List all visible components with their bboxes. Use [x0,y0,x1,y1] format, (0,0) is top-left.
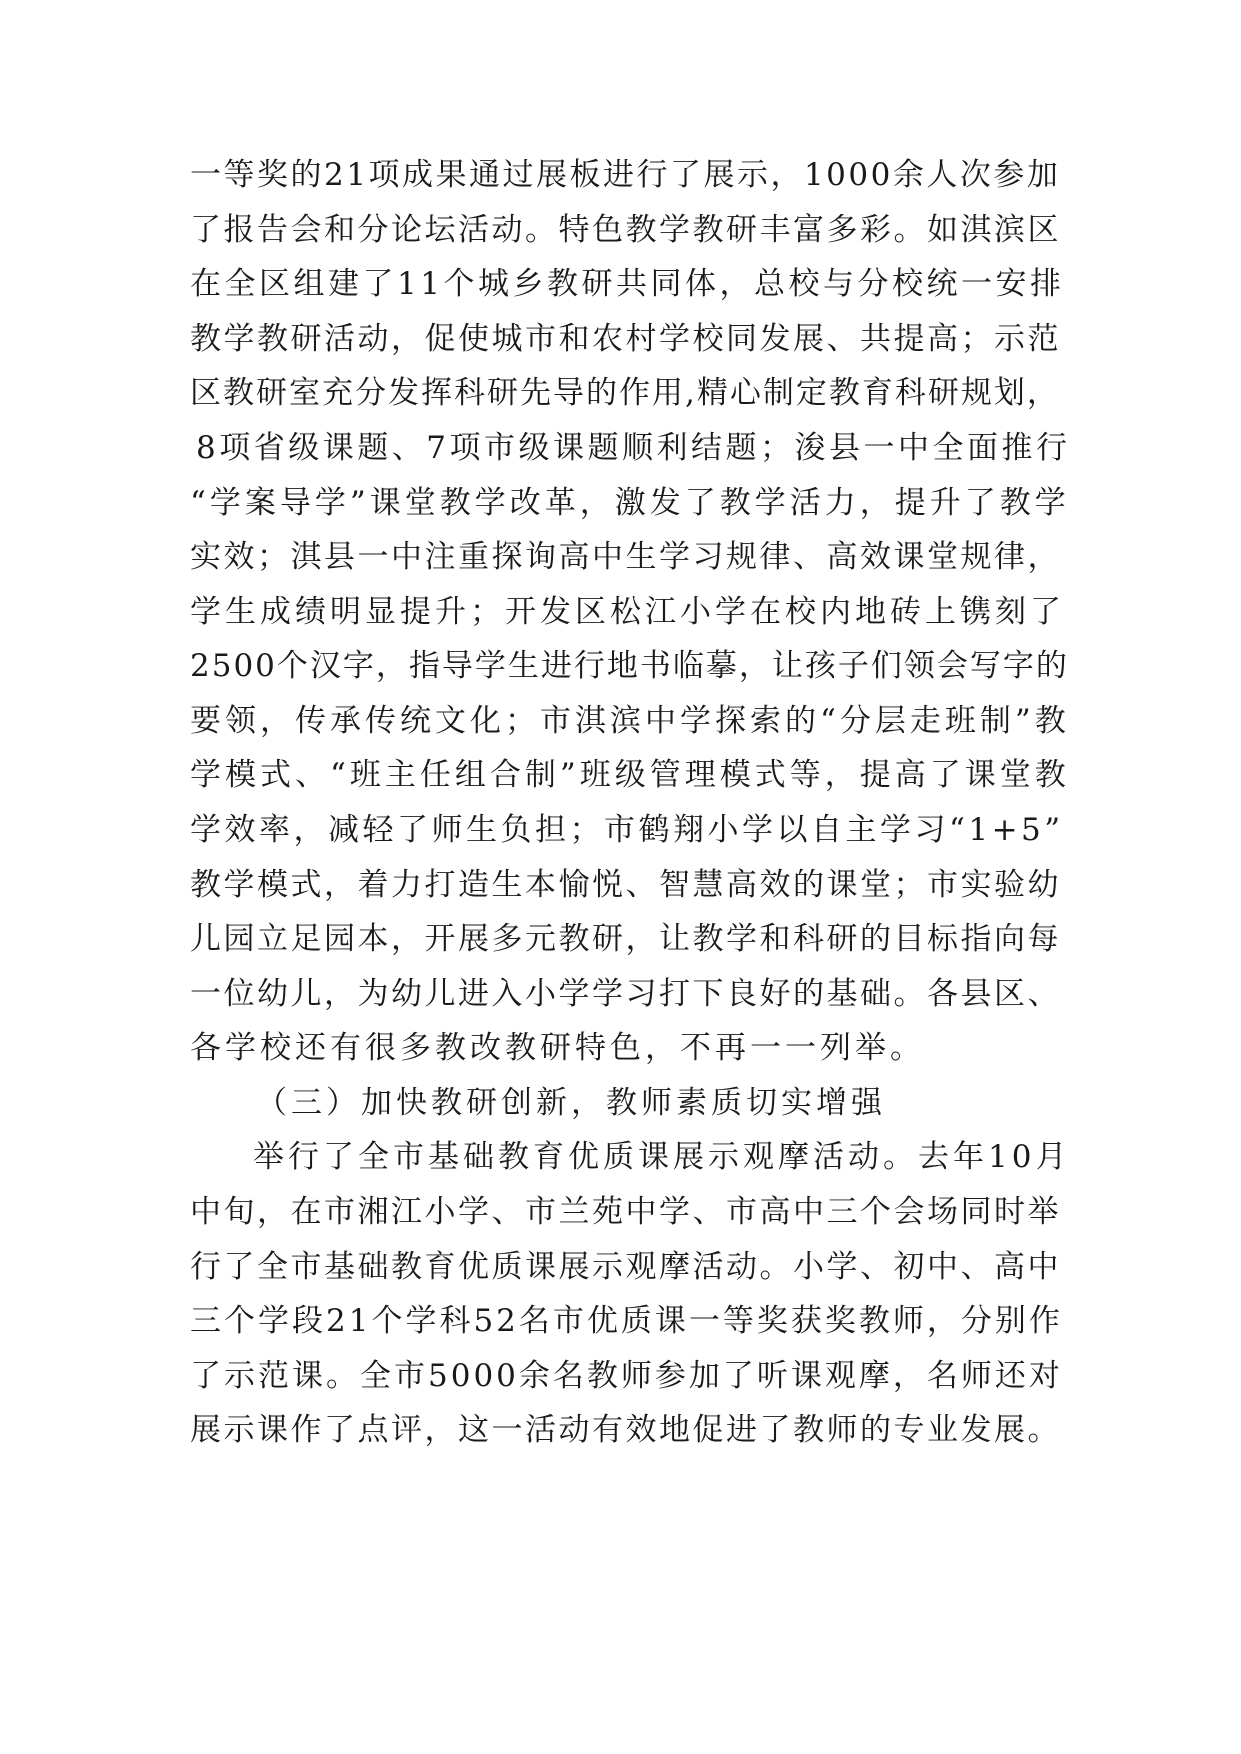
text-line: 在全区组建了11个城乡教研共同体，总校与分校统一安排 [190,266,1065,302]
text-line: 教学教研活动，促使城市和农村学校同发展、共提高；示范 [190,321,1061,357]
text-line: 要领，传承传统文化；市淇滨中学探索的“分层走班制”教 [190,703,1070,739]
text-line: 展示课作了点评，这一活动有效地促进了教师的专业发展。 [190,1412,1061,1448]
text-line: 一等奖的21项成果通过展板进行了展示，1000余人次参加 [190,157,1061,193]
text-line: 学模式、“班主任组合制”班级管理模式等，提高了课堂教 [190,757,1070,793]
text-line: 了报告会和分论坛活动。特色教学教研丰富多彩。如淇滨区 [190,212,1061,248]
text-line: “学案导学”课堂教学改革，激发了教学活力，提升了教学 [190,485,1070,521]
text-line: 儿园立足园本，开展多元教研，让教学和科研的目标指向每 [190,921,1061,957]
text-line: 学效率，减轻了师生负担；市鹤翔小学以自主学习“1+5” [190,812,1064,848]
text-line: 三个学段21个学科52名市优质课一等奖获奖教师，分别作 [190,1303,1063,1339]
text-line: 了示范课。全市5000余名教师参加了听课观摩，名师还对 [190,1358,1063,1394]
text-line: 实效；淇县一中注重探询高中生学习规律、高效课堂规律， [190,539,1061,575]
paragraph-first-line: 举行了全市基础教育优质课展示观摩活动。去年10月 [253,1139,1071,1175]
text-line: 教学模式，着力打造生本愉悦、智慧高效的课堂；市实验幼 [190,867,1061,903]
text-line: 区教研室充分发挥科研先导的作用,精心制定教育科研规划， [190,375,1060,411]
text-line: 一位幼儿，为幼儿进入小学学习打下良好的基础。各县区、 [190,976,1061,1012]
text-line: 各学校还有很多教改教研特色，不再一一列举。 [190,1030,925,1066]
section-heading: （三）加快教研创新，教师素质切实增强 [256,1085,886,1121]
text-line: 学生成绩明显提升；开发区松江小学在校内地砖上镌刻了 [190,594,1065,630]
text-line: 行了全市基础教育优质课展示观摩活动。小学、初中、高中 [190,1249,1061,1285]
text-line: 8项省级课题、7项市级课题顺利结题；浚县一中全面推行 [196,430,1071,466]
text-line: 2500个汉字，指导学生进行地书临摹，让孩子们领会写字的 [190,648,1069,684]
text-line: 中旬，在市湘江小学、市兰苑中学、市高中三个会场同时举 [190,1194,1061,1230]
